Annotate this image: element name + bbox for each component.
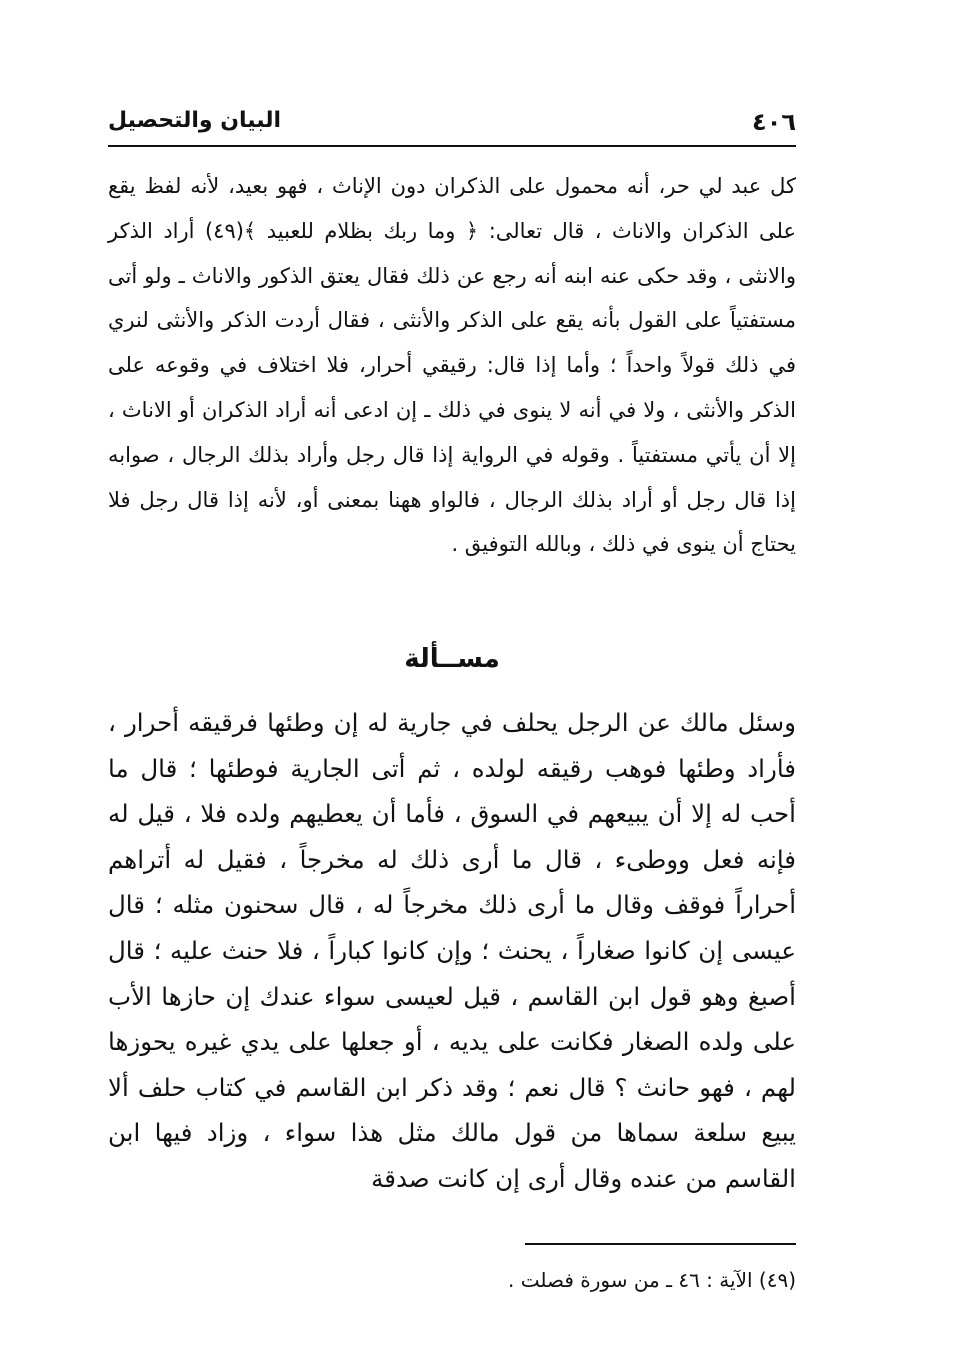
running-title: البيان والتحصيل: [108, 108, 282, 133]
footnote: (٤٩) الآية : ٤٦ ـ من سورة فصلت .: [508, 1268, 796, 1292]
header-rule: [108, 145, 796, 147]
page-number: ٤٠٦: [752, 108, 796, 136]
section-paragraph: وسئل مالك عن الرجل يحلف في جارية له إن وطئها فرقيقه أحرار ، فأراد وطئها فوهب رقيقه لولده ، ثم أتى الجارية فوطئها ؛ قال ما أحب له إلا أن يبيعهم في السوق ، فأما أن يعطيهم ولده فلا ، قيل له فإنه فعل ووطىء ، قال ما أرى ذلك له مخرجاً ، فقيل له أتراهم أحراراً فوقف وقال ما أرى ذلك مخرجاً له ، قال سحنون مثله ؛ قال عيسى إن كانوا صغاراً ، يحنث ؛ وإن كانوا كباراً ، فلا حنث عليه ؛ قال أصبغ وهو قول ابن القاسم ، قيل لعيسى سواء عندك إن حازها الأب على ولده الصغار فكانت على يديه ، أو جعلها على يدي غيره يحوزها لهم ، فهو حانث ؟ قال نعم ؛ وقد ذكر ابن القاسم في كتاب حلف ألا يبيع سلعة سماها من قول مالك مثل هذا سواء ، وزاد فيها ابن القاسم من عنده وقال أرى إن كانت صدقة: [108, 708, 796, 1193]
section-title: مســألة: [404, 644, 500, 674]
footnote-rule: [525, 1243, 796, 1245]
first-paragraph: كل عبد لي حر، أنه محمول على الذكران دون الإناث ، فهو بعيد، لأنه لفظ يقع على الذكران والاناث ، قال تعالى: ﴿ وما ربك بظلام للعبيد ﴾(٤٩) أراد الذكر والانثى ، وقد حكى عنه ابنه أنه رجع عن ذلك فقال يعتق الذكور والاناث ـ ولو أتى مستفتياً على القول بأنه يقع على الذكر والأنثى ، فقال أردت الذكر والأنثى لنري في ذلك قولاً واحداً ؛ وأما إذا قال: رقيقي أحرار، فلا اختلاف في وقوعه على الذكر والأنثى ، ولا في أنه لا ينوى في ذلك ـ إن ادعى أنه أراد الذكران أو الاناث ، إلا أن يأتي مستفتياً . وقوله في الرواية إذا قال رجل وأراد بذلك الرجال ، صوابه إذا قال رجل أو أراد بذلك الرجال ، فالواو ههنا بمعنى أو، لأنه إذا قال رجل فلا يحتاج أن ينوى في ذلك ، وبالله التوفيق .: [108, 174, 797, 557]
page-header: [108, 108, 796, 142]
